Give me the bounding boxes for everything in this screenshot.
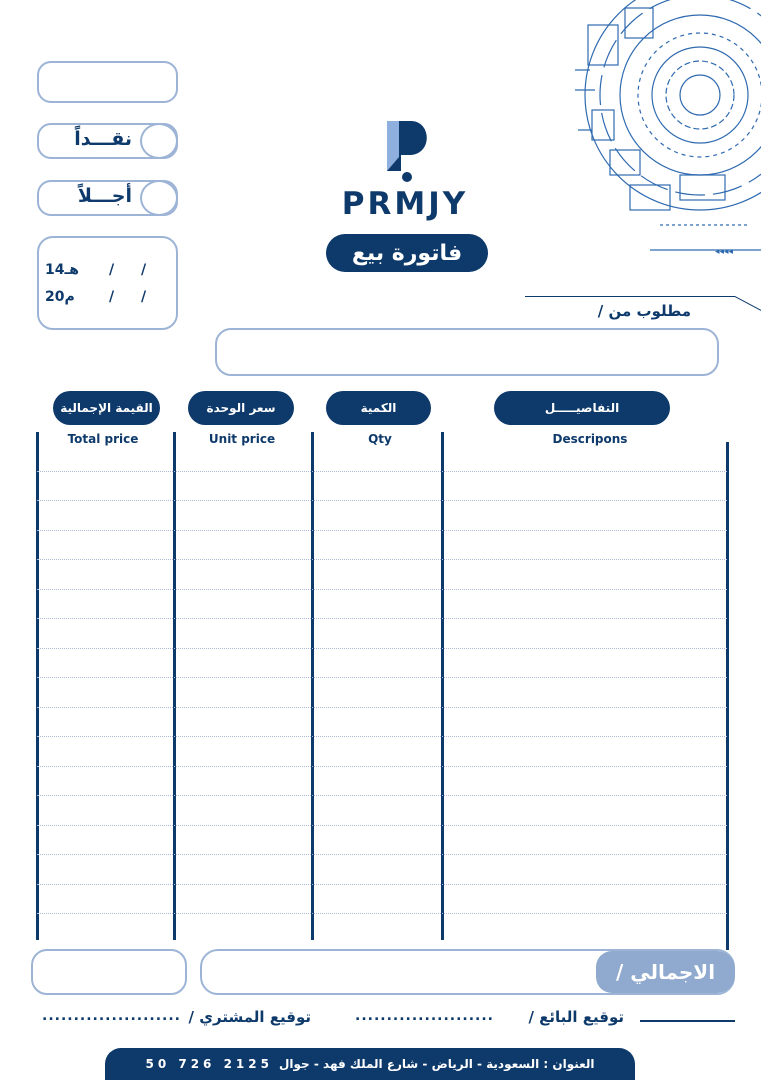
header-unit-price-ar: سعر الوحدة (188, 391, 294, 425)
total-label-tab (596, 951, 735, 993)
table-row[interactable] (37, 618, 727, 619)
table-row[interactable] (37, 766, 727, 767)
table-col-divider (441, 432, 444, 940)
top-blank-box[interactable] (37, 61, 178, 103)
hijri-sep-2: / (141, 262, 147, 278)
footer-phone: 50 726 2125 (145, 1057, 273, 1071)
header-qty-en: Qty (368, 432, 392, 446)
buyer-signature-label: توقيع المشتري / (188, 1008, 311, 1026)
header-total-price-en: Total price (67, 432, 139, 446)
credit-label: أجـــلاً (77, 185, 132, 207)
hijri-sep-1: / (109, 262, 115, 278)
table-row[interactable] (37, 854, 727, 855)
table-row[interactable] (37, 530, 727, 531)
requested-from-slant (735, 296, 761, 314)
requested-from-field[interactable] (215, 328, 719, 376)
hijri-year: 14هـ (45, 262, 79, 278)
gregorian-year: 20م (45, 289, 75, 305)
date-box[interactable] (37, 236, 178, 330)
total-label: الاجمالي / (615, 960, 716, 984)
table-row[interactable] (37, 707, 727, 708)
cash-checkbox[interactable] (140, 123, 178, 159)
seller-signature-line[interactable]: ...................... (355, 1008, 495, 1024)
table-row[interactable] (37, 825, 727, 826)
table-row[interactable] (37, 884, 727, 885)
credit-checkbox[interactable] (140, 180, 178, 216)
gregorian-sep-2: / (141, 289, 147, 305)
header-total-price-ar: القيمة الإجمالية (53, 391, 160, 425)
gregorian-sep-1: / (109, 289, 115, 305)
table-row[interactable] (37, 648, 727, 649)
seller-signature-rule (640, 1020, 735, 1022)
cash-label: نقـــداً (74, 128, 132, 150)
table-row[interactable] (37, 736, 727, 737)
table-col-divider (726, 442, 729, 950)
invoice-title: فاتورة بيع (326, 234, 488, 272)
header-descriptions-ar: التفاصيـــــل (494, 391, 670, 425)
brand-name: PRMJY (341, 186, 469, 222)
footer-address-bar (105, 1048, 635, 1080)
brand-logo-icon (383, 117, 437, 185)
table-row[interactable] (37, 913, 727, 914)
table-row[interactable] (37, 677, 727, 678)
arrows-decoration: ◂◂◂◂ (715, 247, 734, 257)
header-unit-price-en: Unit price (208, 432, 276, 446)
table-row[interactable] (37, 500, 727, 501)
table-row[interactable] (37, 559, 727, 560)
total-small-field[interactable] (31, 949, 187, 995)
table-row[interactable] (37, 589, 727, 590)
header-descriptions-en: Descripons (552, 432, 628, 446)
table-col-divider (311, 432, 314, 940)
buyer-signature-line[interactable]: ...................... (42, 1008, 182, 1024)
footer-address: العنوان : السعودية - الرياض - شارع الملك فهد - جوال (278, 1057, 595, 1071)
requested-from-underline (525, 296, 735, 297)
seller-signature-label: توقيع البائع / (528, 1008, 624, 1026)
header-qty-ar: الكمية (326, 391, 431, 425)
table-row[interactable] (37, 795, 727, 796)
table-col-divider (173, 432, 176, 940)
table-col-divider (36, 432, 39, 940)
circuit-gear-decoration (570, 0, 761, 265)
requested-from-label: مطلوب من / (597, 302, 691, 320)
table-row[interactable] (37, 471, 727, 472)
